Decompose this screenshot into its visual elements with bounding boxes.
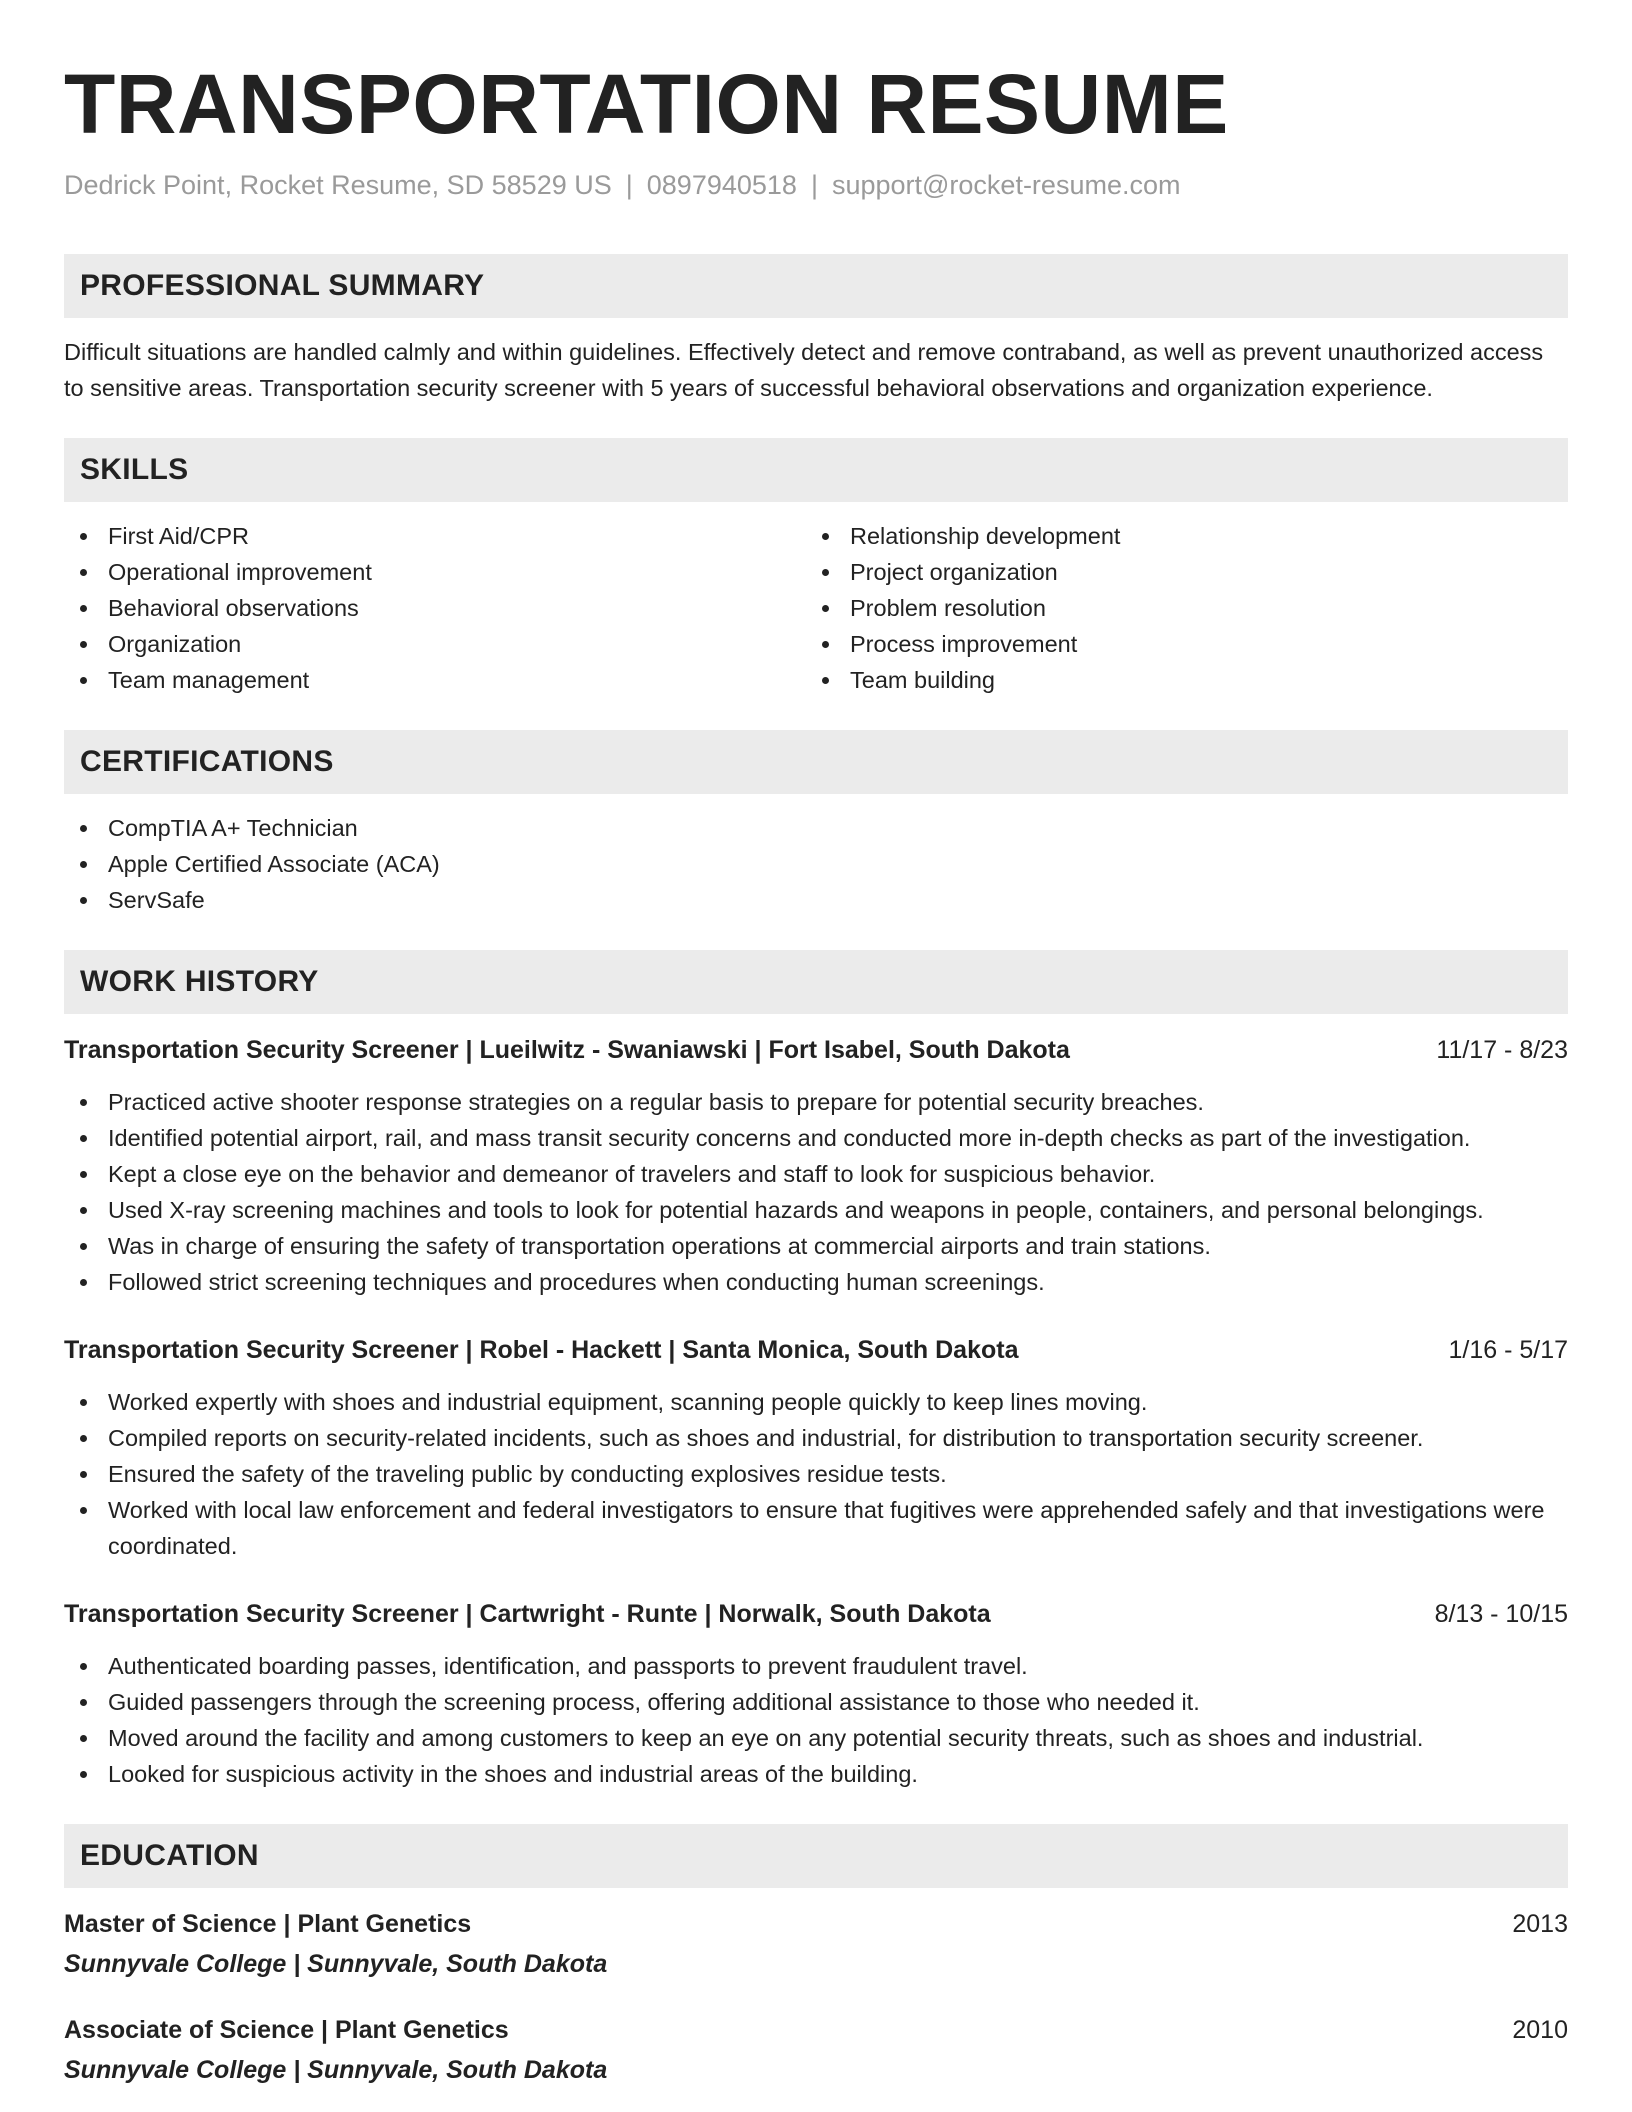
job-duty: Practiced active shooter response strategies on a regular basis to prepare for potential security breaches.: [64, 1084, 1568, 1120]
education-school: Sunnyvale College | Sunnyvale, South Dakota: [64, 1950, 608, 1978]
job-title: Transportation Security Screener | Cartwright - Runte | Norwalk, South Dakota: [64, 1600, 991, 1628]
job-title: Transportation Security Screener | Robel - Hackett | Santa Monica, South Dakota: [64, 1336, 1019, 1364]
contact-separator: |: [625, 170, 633, 200]
job-duty: Authenticated boarding passes, identification, and passports to prevent fraudulent travel.: [64, 1648, 1568, 1684]
contact-line: [64, 168, 1568, 202]
summary-text: Difficult situations are handled calmly and within guidelines. Effectively detect and remove contraband, as well as prevent unauthorized access to sensitive areas. Transportation security screener with 5 years of successful behavioral observations and organization experience.: [64, 339, 1544, 401]
job-duty: Worked expertly with shoes and industrial equipment, scanning people quickly to keep lines moving.: [64, 1384, 1568, 1420]
job-duty: Identified potential airport, rail, and mass transit security concerns and conducted more in-depth checks as part of the investigation.: [64, 1120, 1568, 1156]
contact-email: support@rocket-resume.com: [831, 170, 1181, 200]
work-history-heading: WORK HISTORY: [64, 950, 1568, 1014]
education-header: [64, 2012, 1568, 2048]
job-duty: Moved around the facility and among customers to keep an eye on any potential security threats, such as shoes and industrial.: [64, 1720, 1568, 1756]
job-dates: 1/16 - 5/17: [1448, 1336, 1568, 1364]
job-dates: 11/17 - 8/23: [1436, 1036, 1568, 1064]
contact-address: Dedrick Point, Rocket Resume, SD 58529 US: [64, 170, 612, 200]
education-entry: [64, 1906, 1568, 1982]
job-duty: Kept a close eye on the behavior and demeanor of travelers and staff to look for suspicious behavior.: [64, 1156, 1568, 1192]
skills-list: [64, 518, 1568, 698]
certification-item: CompTIA A+ Technician: [64, 810, 1568, 846]
skill-item: Relationship development: [806, 518, 1548, 554]
skill-item: First Aid/CPR: [64, 518, 806, 554]
job-duties: [64, 1384, 1568, 1564]
skill-item: Process improvement: [806, 626, 1548, 662]
job-duties: [64, 1648, 1568, 1792]
education-header: [64, 1906, 1568, 1942]
skill-item: Organization: [64, 626, 806, 662]
skills-column-left: [64, 518, 806, 698]
job-entry: [64, 1596, 1568, 1792]
certification-item: ServSafe: [64, 882, 1568, 918]
skill-item: Project organization: [806, 554, 1548, 590]
job-title: Transportation Security Screener | Lueilwitz - Swaniawski | Fort Isabel, South Dakota: [64, 1036, 1070, 1064]
education-year: 2013: [1512, 1910, 1568, 1938]
job-duties: [64, 1084, 1568, 1300]
contact-phone: 0897940518: [646, 170, 797, 200]
job-entry: [64, 1032, 1568, 1300]
job-duty: Looked for suspicious activity in the shoes and industrial areas of the building.: [64, 1756, 1568, 1792]
education-heading: EDUCATION: [64, 1824, 1568, 1888]
education-year: 2010: [1512, 2016, 1568, 2044]
job-duty: Ensured the safety of the traveling public by conducting explosives residue tests.: [64, 1456, 1568, 1492]
resume-title: TRANSPORTATION RESUME: [64, 57, 1229, 151]
skills-heading: SKILLS: [64, 438, 1568, 502]
certifications-list: [64, 810, 1568, 918]
skill-item: Team management: [64, 662, 806, 698]
skill-item: Behavioral observations: [64, 590, 806, 626]
education-degree: Master of Science | Plant Genetics: [64, 1910, 472, 1938]
job-header: [64, 1596, 1568, 1632]
job-duty: Followed strict screening techniques and procedures when conducting human screenings.: [64, 1264, 1568, 1300]
job-duty: Compiled reports on security-related incidents, such as shoes and industrial, for distribution to transportation security screener.: [64, 1420, 1568, 1456]
education-school: Sunnyvale College | Sunnyvale, South Dakota: [64, 2056, 608, 2084]
job-duty: Guided passengers through the screening process, offering additional assistance to those who needed it.: [64, 1684, 1568, 1720]
summary-heading: PROFESSIONAL SUMMARY: [64, 254, 1568, 318]
skills-column-right: [806, 518, 1548, 698]
job-duty: Used X-ray screening machines and tools to look for potential hazards and weapons in people, containers, and personal belongings.: [64, 1192, 1568, 1228]
job-duty: Worked with local law enforcement and federal investigators to ensure that fugitives were apprehended safely and that investigations were coordinated.: [64, 1492, 1568, 1564]
education-degree: Associate of Science | Plant Genetics: [64, 2016, 509, 2044]
job-header: [64, 1032, 1568, 1068]
skill-item: Problem resolution: [806, 590, 1548, 626]
job-header: [64, 1332, 1568, 1368]
job-duty: Was in charge of ensuring the safety of transportation operations at commercial airports and train stations.: [64, 1228, 1568, 1264]
education-entry: [64, 2012, 1568, 2088]
contact-separator: |: [810, 170, 818, 200]
skill-item: Team building: [806, 662, 1548, 698]
certifications-heading: CERTIFICATIONS: [64, 730, 1568, 794]
skill-item: Operational improvement: [64, 554, 806, 590]
certification-item: Apple Certified Associate (ACA): [64, 846, 1568, 882]
job-dates: 8/13 - 10/15: [1434, 1600, 1568, 1628]
job-entry: [64, 1332, 1568, 1564]
